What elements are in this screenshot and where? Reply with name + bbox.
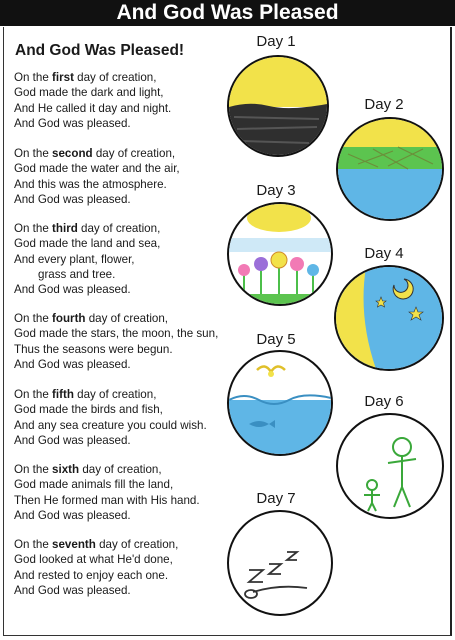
stanza-line: And God was pleased. [14,508,131,522]
stanza-line: And God was pleased. [14,583,131,597]
stanza-first-line: On the first day of creation, [14,71,157,84]
stanza-first-line: On the seventh day of creation, [14,538,179,551]
stanza-day-6 [14,462,200,523]
stanza-line: Then He formed man with His hand. [14,493,200,507]
ordinal: third [52,222,78,235]
day-3-drawing [227,202,333,306]
page-title-banner [0,0,455,26]
stanza-line: God made the water and the air, [14,162,180,176]
poem-title: And God Was Pleased! [15,42,185,59]
stanza-line: And God was pleased. [14,283,131,297]
stanza-line: And any sea creature you could wish. [14,418,207,432]
page-title: And God Was Pleased [116,1,339,24]
stanza-line: grass and tree. [38,267,116,281]
stanza-day-1 [14,70,171,131]
ordinal: fourth [52,312,86,325]
stanza-first-line: On the fourth day of creation, [14,312,169,325]
stanza-line: And rested to enjoy each one. [14,568,169,582]
day-6-label: Day 6 [364,393,404,410]
day-7-drawing [227,510,333,616]
stanza-line: God looked at what He'd done, [14,553,173,567]
ordinal: sixth [52,463,80,476]
stanza-line: God made animals fill the land, [14,478,174,492]
stanza-day-4 [14,311,218,372]
stanza-first-line: On the third day of creation, [14,222,161,235]
ordinal: second [52,147,93,160]
stanza-day-2 [14,146,180,207]
day-4-drawing [334,265,444,371]
stanza-first-line: On the sixth day of creation, [14,463,162,476]
stanza-line: Thus the seasons were begun. [14,342,173,356]
stanza-line: And God was pleased. [14,357,131,371]
day-5-label: Day 5 [256,331,296,348]
stanza-line: And He called it day and night. [14,101,172,115]
stanza-line: God made the land and sea, [14,237,161,251]
day-3-label: Day 3 [256,182,296,199]
stanza-line: And God was pleased. [14,192,131,206]
stanza-first-line: On the fifth day of creation, [14,388,157,401]
stanza-line: God made the birds and fish, [14,403,163,417]
ordinal: fifth [52,388,74,401]
day-5-drawing [227,350,333,456]
stanza-day-3 [14,221,160,297]
stanza-line: God made the dark and light, [14,86,164,100]
ordinal: seventh [52,538,96,551]
ordinal: first [52,71,74,84]
stanza-line: And God was pleased. [14,116,131,130]
day-6-drawing [336,413,444,519]
stanza-day-7 [14,537,178,598]
stanza-day-5 [14,387,207,448]
day-2-label: Day 2 [364,96,404,113]
day-2-drawing [336,117,444,221]
day-1-label: Day 1 [256,33,296,50]
day-4-label: Day 4 [364,245,404,262]
stanza-line: And every plant, flower, [14,252,135,266]
stanza-line: God made the stars, the moon, the sun, [14,327,219,341]
day-1-drawing [227,55,329,157]
stanza-line: And this was the atmosphere. [14,177,167,191]
day-7-label: Day 7 [256,490,296,507]
stanza-line: And God was pleased. [14,433,131,447]
stanza-first-line: On the second day of creation, [14,147,176,160]
